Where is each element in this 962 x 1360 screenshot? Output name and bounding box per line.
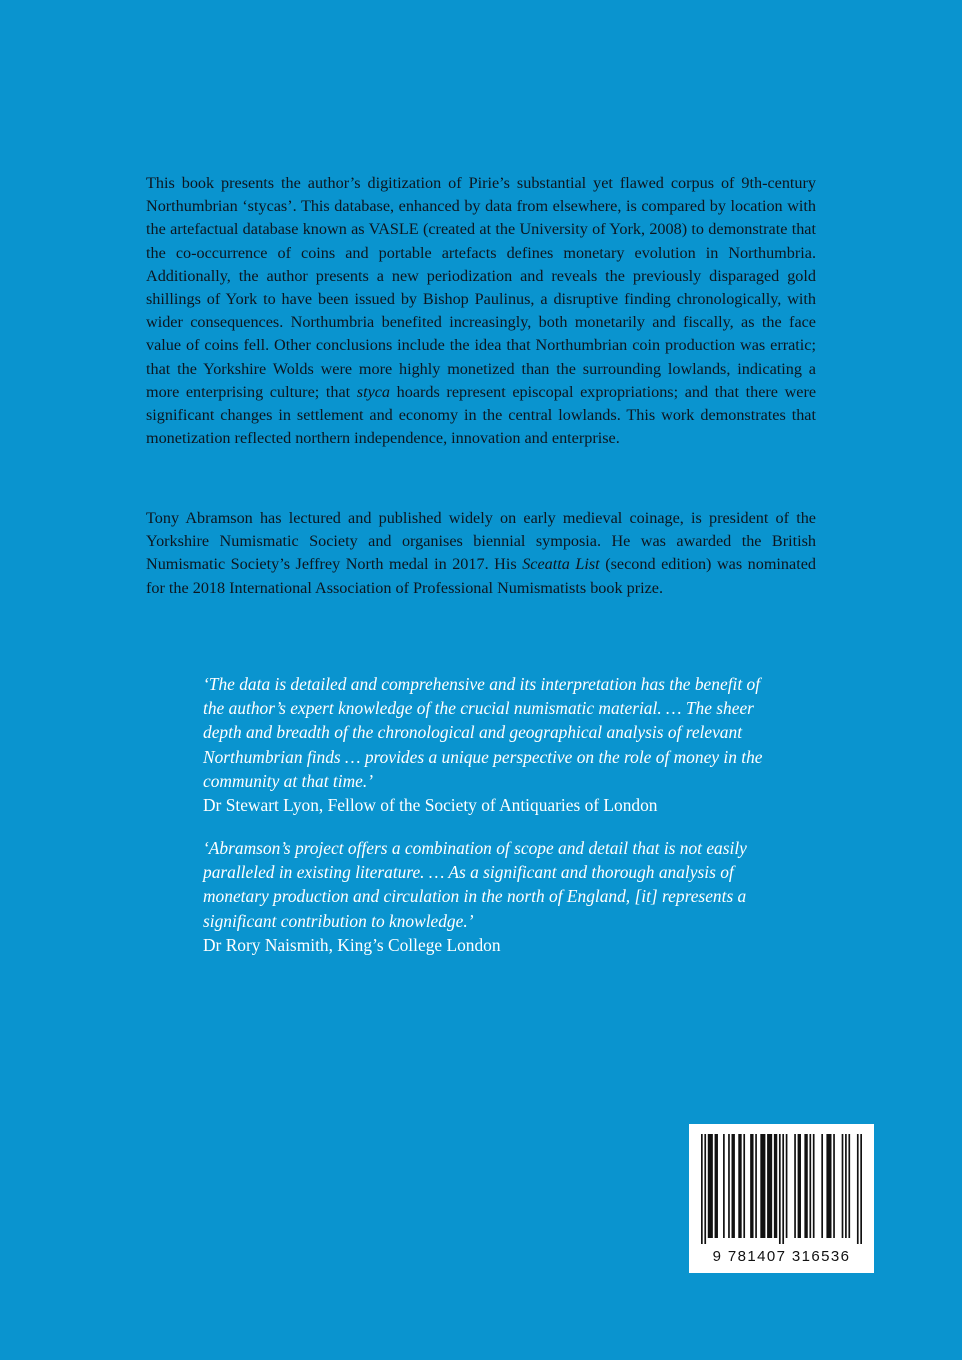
review-quote-2 (203, 836, 783, 957)
barcode-bar (809, 1134, 811, 1238)
isbn-barcode (689, 1124, 874, 1273)
barcode-bar (798, 1134, 801, 1238)
barcode-bar (794, 1134, 796, 1238)
barcode-bar (857, 1134, 859, 1244)
description-text-part2: hoards represent episcopal expropriations; and that there were significant changes in settlement and economy in the central lowlands. This work demonstrates that monetization reflected northern independence, innovation and enterprise. (146, 382, 817, 448)
barcode-bar (782, 1134, 784, 1244)
review-quote-1 (203, 672, 783, 817)
barcode-bar (774, 1134, 777, 1238)
barcode-bar (833, 1134, 835, 1238)
barcode-bar (723, 1134, 725, 1238)
barcode-bars (701, 1134, 862, 1244)
barcode-bar (767, 1134, 772, 1238)
description-paragraph (146, 172, 816, 450)
review-quote-1-attribution: Dr Stewart Lyon, Fellow of the Society of Antiquaries of London (203, 795, 658, 816)
review-quote-1-text: ‘The data is detailed and comprehensive and its interpretation has the benefit of the author’s expert knowledge of the crucial numismatic material. … The sheer depth and breadth of the chronological and geographical analysis of relevant Northumbrian finds … provides a unique perspective on the role of money in the community at that time.’ (203, 674, 763, 791)
description-italic-word: styca (356, 382, 391, 401)
barcode-bar (750, 1134, 753, 1238)
barcode-bar (704, 1134, 706, 1244)
barcode-bar (813, 1134, 815, 1238)
bio-italic-title: Sceatta List (522, 555, 600, 574)
barcode-bar (701, 1134, 703, 1244)
review-quote-2-attribution: Dr Rory Naismith, King’s College London (203, 934, 501, 955)
barcode-bar (738, 1134, 741, 1238)
barcode-bar (708, 1134, 713, 1238)
barcode-bar (821, 1134, 823, 1238)
barcode-bar (760, 1134, 765, 1238)
barcode-bar (842, 1134, 844, 1238)
barcode-bar (732, 1134, 735, 1238)
barcode-bar (755, 1134, 757, 1238)
barcode-bar (804, 1134, 807, 1238)
review-quote-2-text: ‘Abramson’s project offers a combination of scope and detail that is not easily paralleled in existing literature. … As a significant and thorough analysis of monetary production and circulation in the north of England, [it] represents a significant contribution to knowledge.’ (203, 838, 747, 931)
barcode-bar (728, 1134, 730, 1238)
barcode-bar (845, 1134, 847, 1238)
barcode-bar (786, 1134, 788, 1238)
barcode-bar (715, 1134, 718, 1238)
bio-text-part2: (second edition) was nominated for the 2018 International Association of Professional Numismatists book prize. (146, 555, 816, 597)
bio-paragraph (146, 507, 816, 600)
barcode-bar (826, 1134, 831, 1238)
barcode-bar (848, 1134, 850, 1238)
barcode-bar (743, 1134, 745, 1238)
bio-text-part1: Tony Abramson has lectured and published widely on early medieval coinage, is president of the Yorkshire Numismatic Society and organises biennial symposia. He was awarded the British Numismatic Society’s Jeffrey North medal in 2017. His (146, 509, 816, 574)
author-bio (146, 507, 816, 600)
barcode-digits: 9 781407 316536 (712, 1248, 851, 1265)
book-description (146, 172, 816, 450)
barcode-bar (860, 1134, 862, 1244)
barcode-bar (779, 1134, 781, 1244)
description-text-part1: This book presents the author’s digitization of Pirie’s substantial yet flawed corpus of 9th-century Northumbrian ‘stycas’. This database, enhanced by data from elsewhere, is compared by location with the artefactual database known as VASLE (created at the University of York, 2008) to demonstrate that the co-occurrence of coins and portable artefacts defines monetary evolution in Northumbria. Additionally, the author presents a new periodization and reveals the previously disparaged gold shillings of York to have been issued by Bishop Paulinus, a disruptive finding chronologically, with wider consequences. Northumbria benefited increasingly, both monetarily and fiscally, as the face value of coins fell. Other conclusions include the idea that Northumbrian coin production was erratic; that the Yorkshire Wolds were more highly monetized than the surrounding lowlands, indicating a more enterprising culture; that (146, 174, 816, 401)
